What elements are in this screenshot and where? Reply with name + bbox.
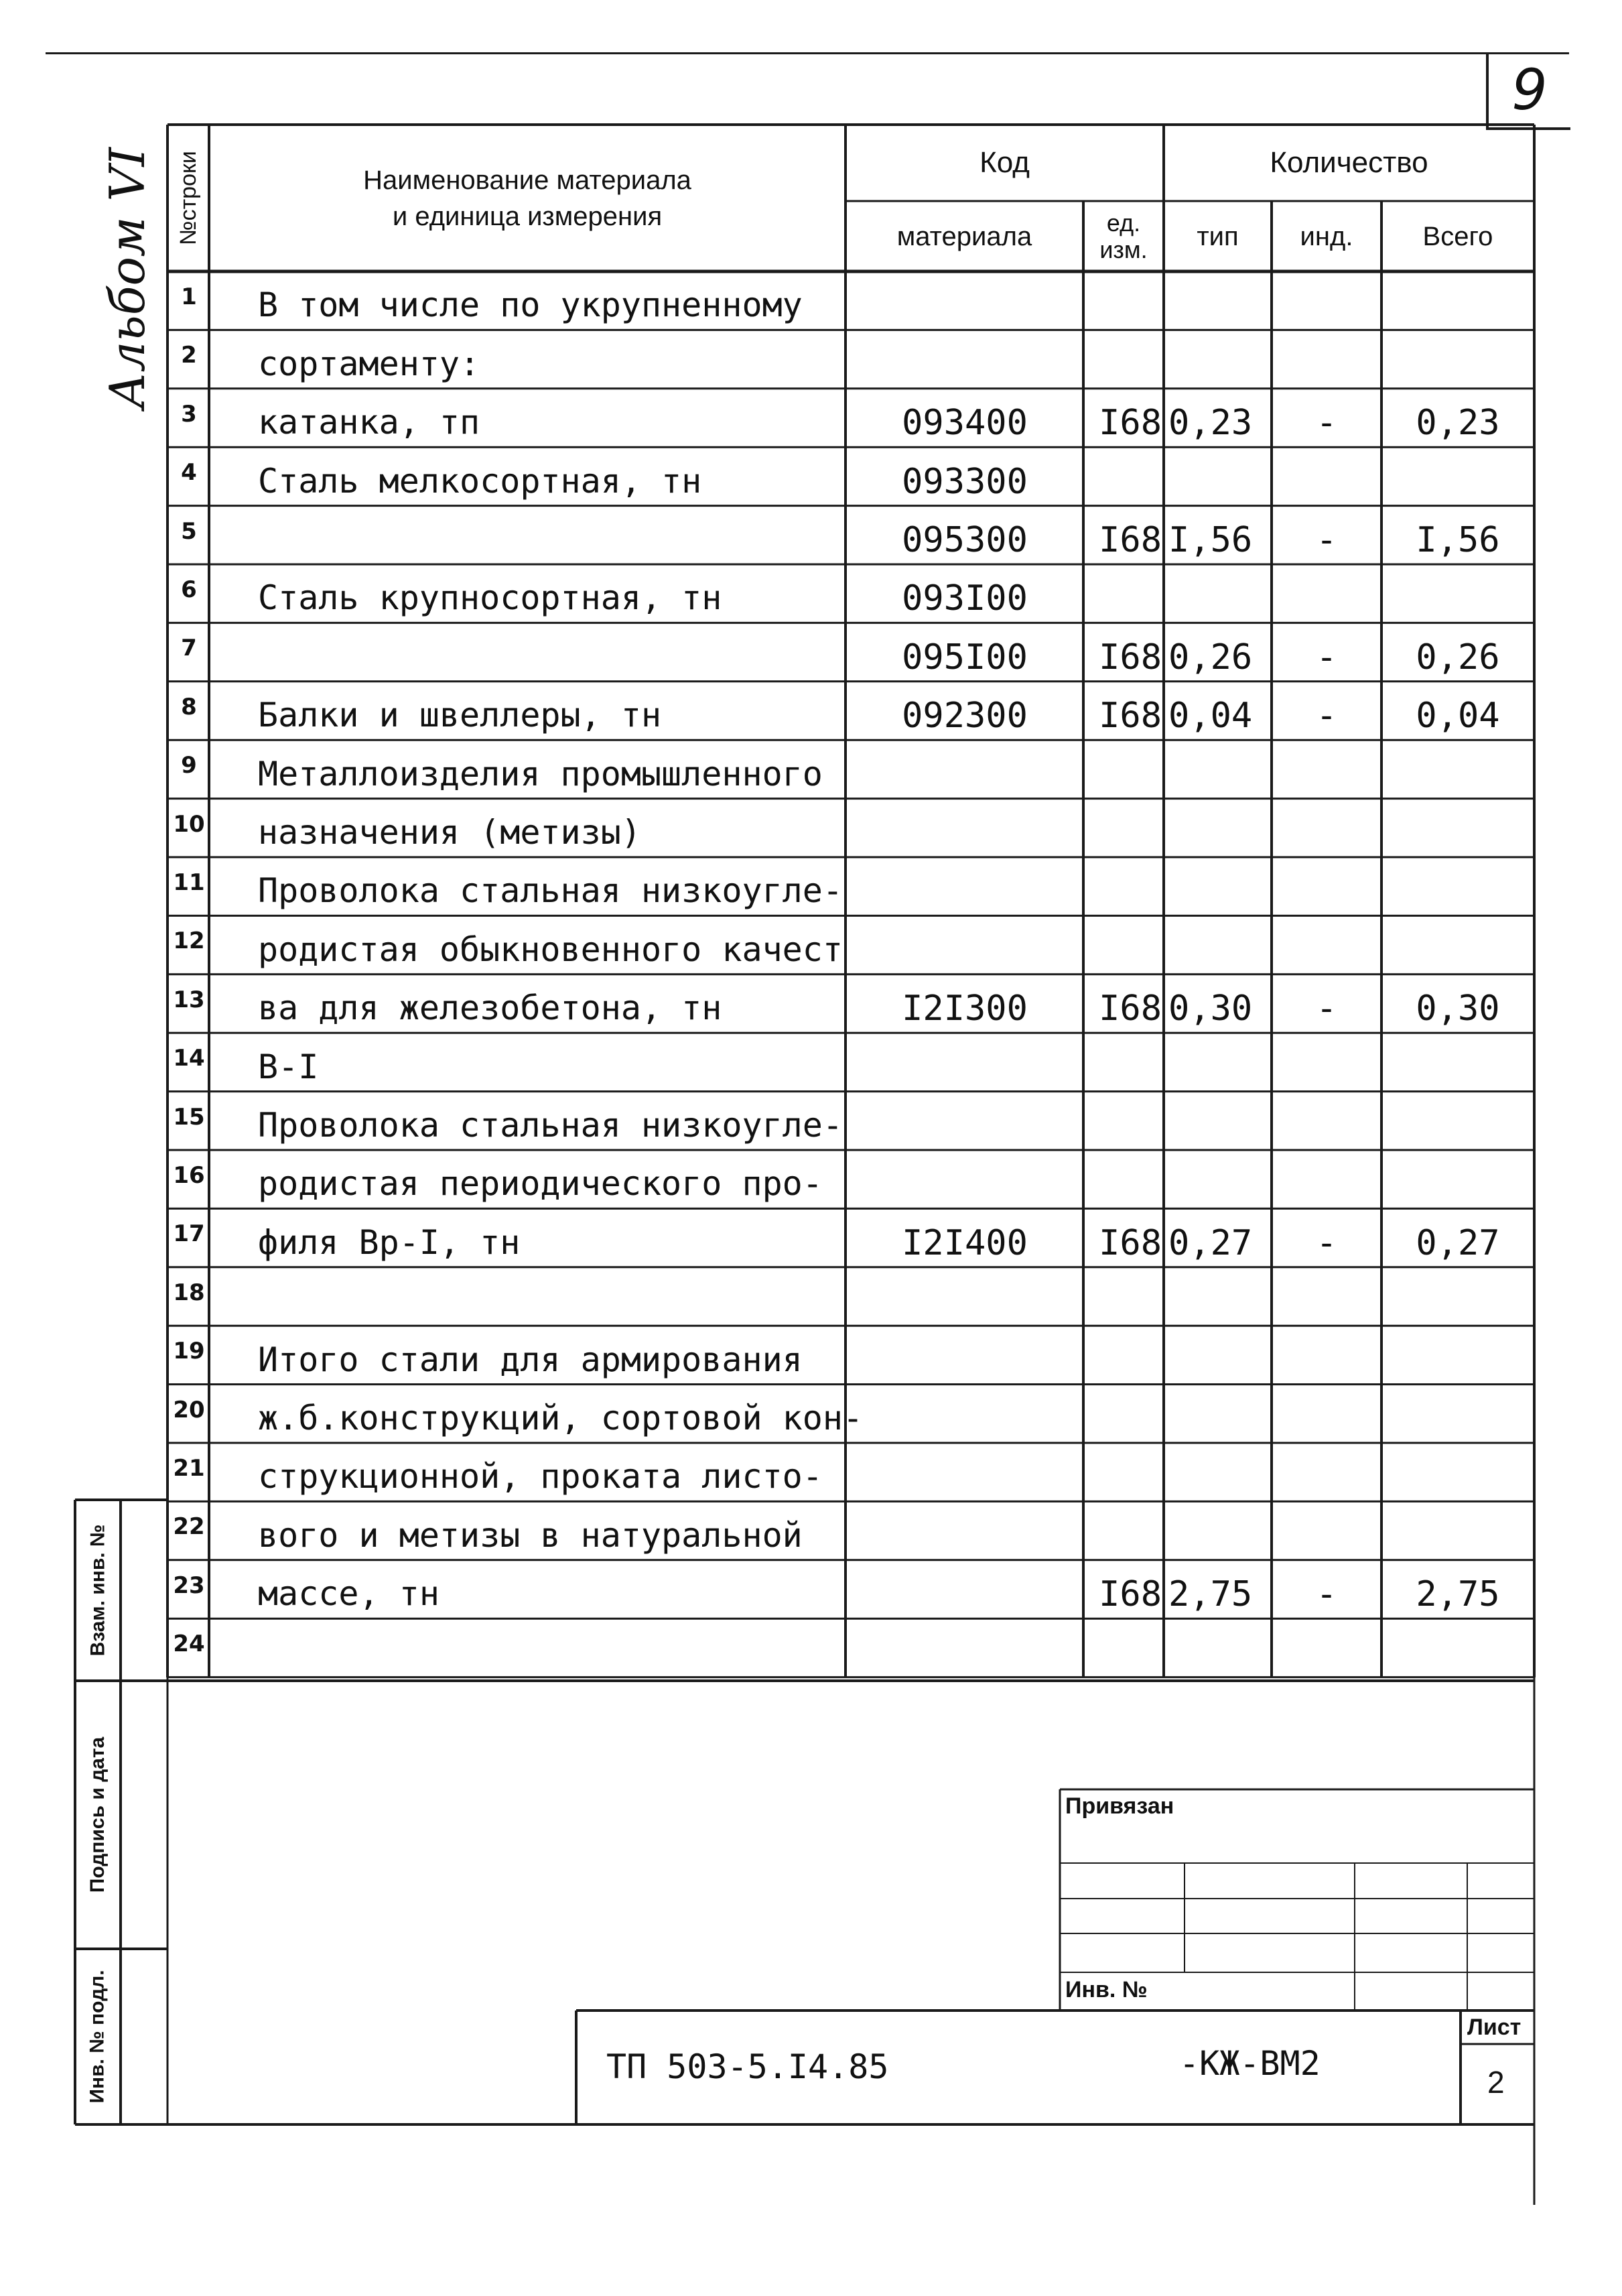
cell-total: 2,75	[1416, 1574, 1500, 1615]
row-number: 15	[173, 1103, 205, 1131]
cell-unit: I68	[1099, 637, 1162, 678]
row-number: 5	[181, 517, 197, 545]
row-number: 20	[173, 1396, 205, 1423]
header-ind: инд.	[1300, 221, 1353, 251]
row-number: 21	[173, 1455, 205, 1482]
cell-code: 095300	[902, 520, 1028, 560]
margin-vzam-label: Взам. инв. №	[86, 1524, 109, 1657]
margin-podpis-label: Подпись и дата	[86, 1736, 109, 1893]
cell-name: B-I	[258, 1047, 319, 1086]
cell-name: родистая обыкновенного качест	[258, 930, 843, 969]
cell-unit: I68	[1099, 696, 1162, 737]
cell-name: ж.б.конструкций, сортовой кон-	[258, 1399, 864, 1438]
row-number: 2	[181, 342, 197, 369]
cell-name: Проволока стальная низкоугле-	[258, 1106, 843, 1145]
header-name: Наименование материала и единица измерения	[363, 165, 691, 231]
cell-ind: -	[1316, 1222, 1337, 1263]
cell-name: назначения (метизы)	[258, 813, 641, 852]
header-quantity: Количество	[1270, 146, 1428, 180]
cell-type: 2,75	[1168, 1574, 1253, 1615]
cell-code: 095I00	[902, 637, 1028, 678]
row-number: 10	[173, 810, 205, 838]
row-number: 18	[173, 1279, 205, 1306]
cell-code: 092300	[902, 696, 1028, 737]
row-number: 14	[173, 1045, 205, 1072]
cell-ind: -	[1316, 696, 1337, 737]
cell-ind: -	[1316, 403, 1337, 444]
cell-total: 0,04	[1416, 696, 1500, 737]
cell-unit: I68	[1099, 1574, 1162, 1615]
row-number: 8	[181, 693, 197, 720]
cell-name: Проволока стальная низкоугле-	[258, 871, 843, 911]
cell-name: филя Вр-I, тн	[258, 1222, 521, 1262]
stamp-sheet-label: Лист	[1467, 2015, 1522, 2040]
cell-name: Сталь мелкосортная, тн	[258, 461, 702, 501]
cell-type: 0,27	[1168, 1222, 1253, 1263]
stamp-sheet-value: 2	[1487, 2065, 1505, 2100]
row-number: 11	[173, 869, 205, 896]
cell-type: 0,04	[1168, 696, 1253, 737]
cell-name: массе, тн	[258, 1574, 440, 1614]
cell-ind: -	[1316, 1574, 1337, 1615]
row-number: 4	[181, 459, 197, 487]
cell-type: 0,26	[1168, 637, 1253, 678]
header-type: тип	[1197, 221, 1239, 251]
stamp-inv-no: Инв. №	[1065, 1977, 1148, 2002]
header-row-number: №строки	[175, 151, 201, 245]
cell-code: 093300	[902, 461, 1028, 502]
cell-total: 0,27	[1416, 1222, 1500, 1263]
row-number: 17	[173, 1220, 205, 1248]
cell-unit: I68	[1099, 1222, 1162, 1263]
cell-code: 093400	[902, 403, 1028, 444]
cell-total: 0,30	[1416, 988, 1500, 1029]
cell-name: Металлоизделия промышленного	[258, 754, 823, 793]
cell-ind: -	[1316, 988, 1337, 1029]
row-number: 6	[181, 576, 197, 603]
row-number: 13	[173, 986, 205, 1013]
page-number: 9	[1486, 52, 1570, 130]
cell-unit: I68	[1099, 988, 1162, 1029]
cell-name: Балки и швеллеры, тн	[258, 696, 662, 735]
cell-unit: I68	[1099, 403, 1162, 444]
row-number: 1	[181, 283, 197, 310]
cell-code: 093I00	[902, 578, 1028, 619]
row-number: 3	[181, 400, 197, 428]
cell-total: I,56	[1416, 520, 1500, 560]
stamp-doc-code: -КЖ-ВМ2	[1179, 2044, 1321, 2083]
row-number: 19	[173, 1338, 205, 1365]
row-number: 7	[181, 635, 197, 662]
header-unit: ед. изм.	[1099, 208, 1148, 263]
cell-name: струкционной, проката листо-	[258, 1457, 823, 1496]
header-total: Всего	[1422, 221, 1493, 251]
row-number: 12	[173, 928, 205, 955]
cell-name: Итого стали для армирования	[258, 1340, 803, 1379]
row-number: 22	[173, 1513, 205, 1541]
row-number: 23	[173, 1572, 205, 1599]
cell-name: вого и метизы в натуральной	[258, 1515, 803, 1555]
row-number: 9	[181, 752, 197, 779]
cell-name: В том числе по укрупненному	[258, 285, 803, 325]
cell-name: родистая периодического про-	[258, 1164, 823, 1204]
cell-ind: -	[1316, 637, 1337, 678]
cell-total: 0,23	[1416, 403, 1500, 444]
cell-name: ва для железобетона, тн	[258, 988, 722, 1028]
cell-name: Сталь крупносортная, тн	[258, 578, 722, 618]
cell-name: катанка, тп	[258, 403, 480, 442]
cell-code: I2I300	[902, 988, 1028, 1029]
cell-unit: I68	[1099, 520, 1162, 560]
cell-type: I,56	[1168, 520, 1253, 560]
cell-type: 0,23	[1168, 403, 1253, 444]
cell-total: 0,26	[1416, 637, 1500, 678]
stamp-doc-number: ТП 503-5.I4.85	[606, 2047, 889, 2086]
cell-name: сортаменту:	[258, 344, 480, 383]
cell-ind: -	[1316, 520, 1337, 560]
header-material: материала	[896, 221, 1032, 251]
margin-inv-podl-label: Инв. № подл.	[86, 1970, 109, 2104]
cell-code: I2I400	[902, 1222, 1028, 1263]
row-number: 24	[173, 1631, 205, 1658]
header-code: Код	[979, 146, 1030, 180]
cell-type: 0,30	[1168, 988, 1253, 1029]
row-number: 16	[173, 1162, 205, 1189]
stamp-privyazan: Привязан	[1065, 1793, 1174, 1819]
album-label: Альбом VI	[99, 147, 155, 409]
